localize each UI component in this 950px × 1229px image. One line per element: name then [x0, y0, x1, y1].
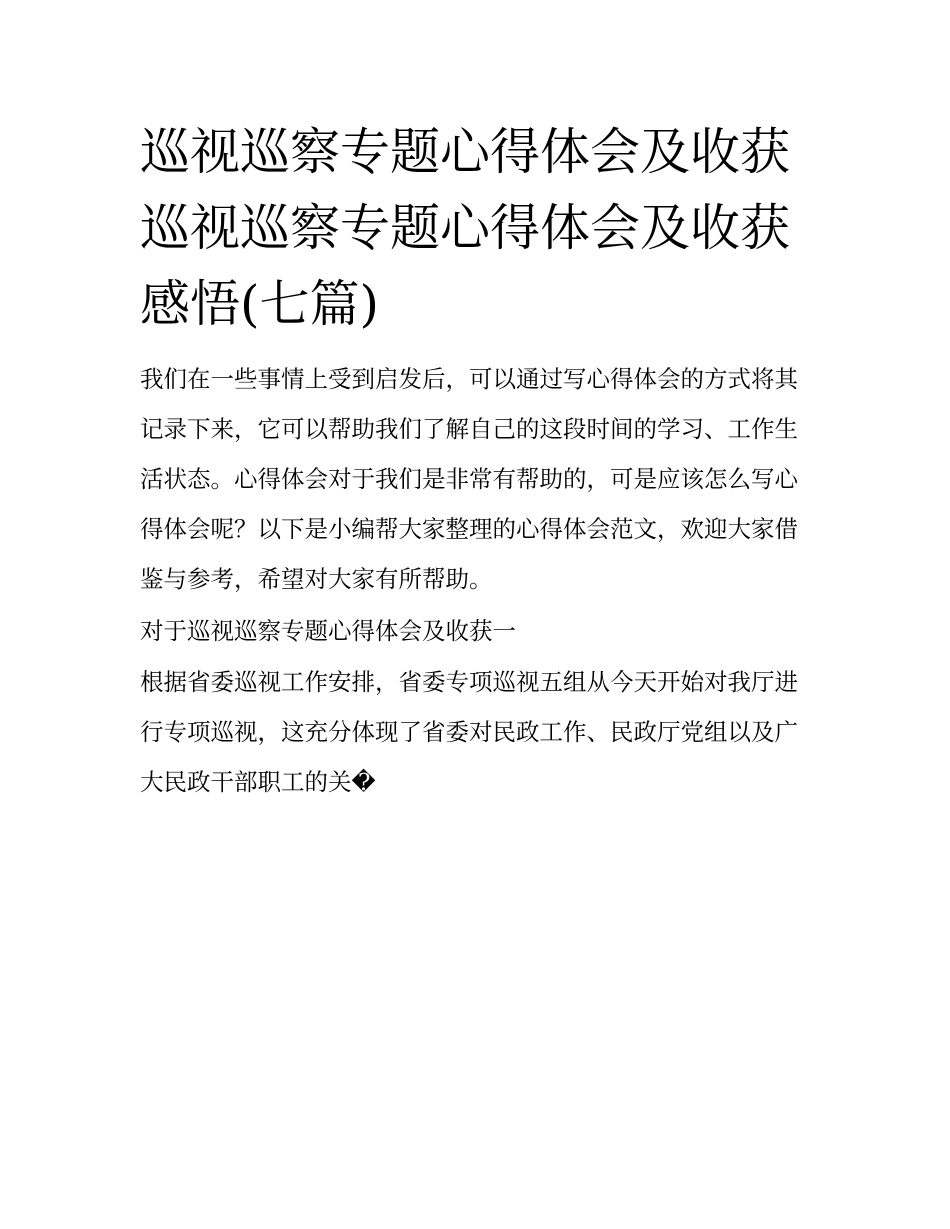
title-line-3: 感悟(七篇): [140, 275, 380, 333]
document-title: [140, 114, 820, 342]
title-line-2: 巡视巡察专题心得体会及收获: [140, 199, 790, 257]
body-paragraph: 根据省委巡视工作安排，省委专项巡视五组从今天开始对我厅进行专项巡视，这充分体现了省委对民政工作、民政厅党组以及广大民政干部职工的关�: [140, 668, 798, 796]
section-heading: 对于巡视巡察专题心得体会及收获一: [140, 617, 516, 645]
title-line-1: 巡视巡察专题心得体会及收获: [140, 123, 790, 181]
intro-paragraph: 我们在一些事情上受到启发后，可以通过写心得体会的方式将其记录下来，它可以帮助我们了解自己的这段时间的学习、工作生活状态。心得体会对于我们是非常有帮助的，可是应该怎么写心得体会呢？以下是小编帮大家整理的心得体会范文，欢迎大家借鉴与参考，希望对大家有所帮助。: [140, 365, 798, 593]
